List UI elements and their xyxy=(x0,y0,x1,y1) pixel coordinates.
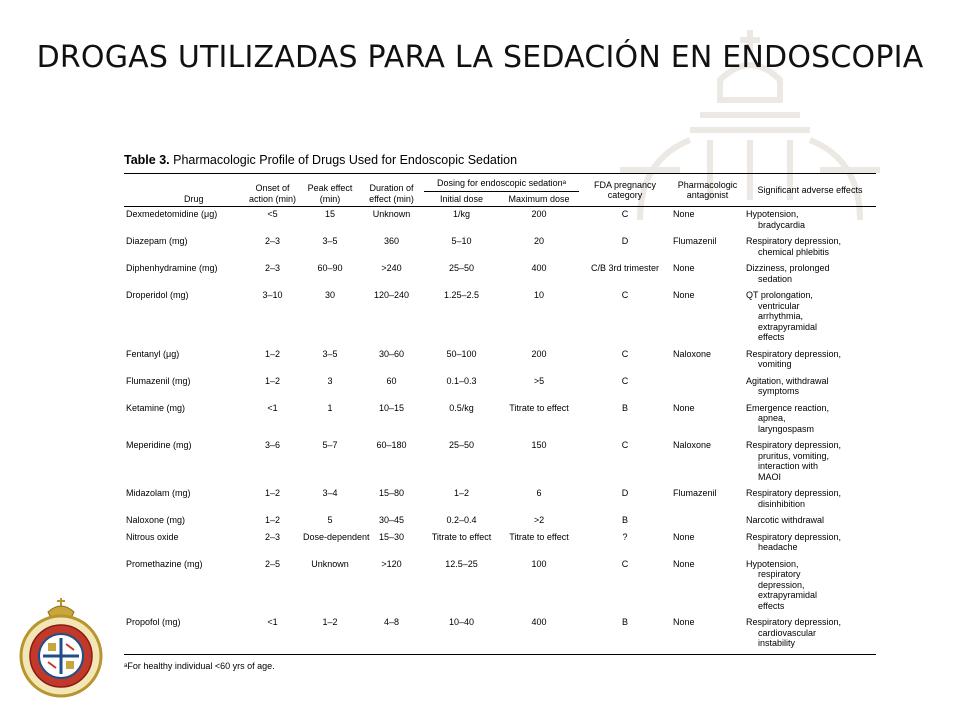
cell-adverse-effects xyxy=(744,615,876,654)
cell-onset: 2–3 xyxy=(264,531,281,542)
cell-drug: Naloxone (mg) xyxy=(126,515,186,525)
cell-peak: 15 xyxy=(324,209,335,219)
cell-drug: Fentanyl (μg) xyxy=(126,348,180,359)
cell-initial-dose: 0.5/kg xyxy=(449,402,474,413)
cell-initial-dose: 12.5–25 xyxy=(445,558,478,569)
cell-fda-category: D xyxy=(621,236,629,246)
adverse-effect-line: Respiratory depression, xyxy=(746,440,842,450)
table-row xyxy=(124,513,876,530)
cell-drug: Promethazine (mg) xyxy=(126,558,203,569)
adverse-effect-line: Respiratory depression, xyxy=(746,531,842,542)
adverse-effect-line: MAOI xyxy=(758,471,782,482)
header-antagonist: Pharmacologic antagonist xyxy=(671,174,744,207)
adverse-effect-line: Agitation, withdrawal xyxy=(746,375,829,386)
cell-onset: 1–2 xyxy=(264,348,281,359)
cell-duration: >120 xyxy=(381,558,402,569)
cell-adverse-effects xyxy=(744,513,876,530)
cell-maximum-dose: >2 xyxy=(533,515,545,525)
cell-initial-dose: 10–40 xyxy=(424,615,499,654)
cell-onset: 2–5 xyxy=(264,558,281,569)
header-adverse: Significant adverse effects xyxy=(744,174,876,207)
cell-duration: 10–15 xyxy=(378,402,405,413)
cell-adverse-effects xyxy=(744,288,876,347)
cell-antagonist: Flumazenil xyxy=(673,488,717,498)
cell-maximum-dose: 6 xyxy=(536,488,542,498)
cell-antagonist: None xyxy=(673,290,695,300)
cell-duration: 60–180 xyxy=(376,440,407,450)
cell-antagonist: None xyxy=(673,402,695,413)
page-title: DROGAS UTILIZADAS PARA LA SEDACIÓN EN ENDOSCOPIA xyxy=(36,40,924,75)
cell-initial-dose: 25–50 xyxy=(448,440,475,450)
cell-drug: Midazolam (mg) xyxy=(126,488,191,498)
header-duration: Duration of effect (min) xyxy=(359,174,424,207)
header-onset: Onset of action (min) xyxy=(244,174,301,207)
adverse-effect-line: QT prolongation, xyxy=(746,290,813,300)
cell-maximum-dose: 200 xyxy=(531,348,547,359)
cell-adverse-effects xyxy=(744,347,876,374)
cell-peak: Unknown xyxy=(311,558,349,569)
cell-fda-category: C xyxy=(621,209,629,219)
table-row xyxy=(124,557,876,616)
cell-antagonist xyxy=(671,374,744,401)
cell-onset: 1–2 xyxy=(264,515,281,525)
cell-adverse-effects xyxy=(744,557,876,616)
adverse-effect-line: chemical phlebitis xyxy=(758,246,830,257)
table-caption xyxy=(124,153,876,167)
cell-drug: Propofol (mg) xyxy=(124,615,244,654)
adverse-effect-line: laryngospasm xyxy=(758,423,815,434)
cell-onset: 1–2 xyxy=(264,375,281,386)
adverse-effect-line: effects xyxy=(758,600,785,611)
cell-antagonist: None xyxy=(673,263,695,273)
cell-maximum-dose: >5 xyxy=(533,375,545,386)
table-row xyxy=(124,486,876,513)
cell-duration: 120–240 xyxy=(373,290,410,300)
cell-peak: 30 xyxy=(324,290,335,300)
cell-duration: 360 xyxy=(383,236,400,246)
adverse-effect-line: extrapyramidal xyxy=(758,321,818,332)
cell-antagonist xyxy=(671,513,744,530)
adverse-effect-line: effects xyxy=(758,332,785,342)
cell-initial-dose: 5–10 xyxy=(451,236,472,246)
cell-adverse-effects xyxy=(744,207,876,235)
adverse-effect-line: extrapyramidal xyxy=(758,590,818,600)
cell-peak: 3–5 xyxy=(322,348,338,359)
table-row xyxy=(124,401,876,439)
table-body xyxy=(124,207,876,655)
university-seal-icon xyxy=(18,596,104,700)
cell-drug: Diphenhydramine (mg) xyxy=(126,263,218,273)
cell-fda-category: C/B 3rd trimester xyxy=(590,263,659,273)
cell-duration: 15–30 xyxy=(378,531,405,542)
table-row xyxy=(124,261,876,288)
cell-peak: 5–7 xyxy=(322,440,338,450)
cell-drug: Diazepam (mg) xyxy=(126,236,188,246)
cell-antagonist: None xyxy=(673,558,695,569)
header-drug: Drug xyxy=(124,174,244,207)
cell-duration: 15–80 xyxy=(378,488,405,498)
adverse-effect-line: Respiratory depression, xyxy=(746,236,842,246)
table-row xyxy=(124,347,876,374)
cell-antagonist: Flumazenil xyxy=(673,236,717,246)
cell-peak: 3–4 xyxy=(322,488,338,498)
cell-onset: 3–10 xyxy=(262,290,283,300)
adverse-effect-line: cardiovascular xyxy=(758,627,817,638)
cell-antagonist: Naloxone xyxy=(673,440,712,450)
cell-maximum-dose: 400 xyxy=(531,263,547,273)
adverse-effect-line: disinhibition xyxy=(758,498,806,509)
cell-maximum-dose: 10 xyxy=(533,290,544,300)
table-caption-label: Table 3. xyxy=(124,153,170,167)
cell-initial-dose: 50–100 xyxy=(446,348,477,359)
cell-drug: Nitrous oxide xyxy=(126,531,179,542)
cell-duration: 4–8 xyxy=(359,615,424,654)
drug-table-container xyxy=(124,153,876,671)
header-maximum-dose: Maximum dose xyxy=(499,191,579,207)
cell-fda-category: B xyxy=(579,615,671,654)
cell-drug: Flumazenil (mg) xyxy=(126,375,191,386)
cell-duration: >240 xyxy=(381,263,402,273)
table-row xyxy=(124,615,876,654)
cell-duration: 60 xyxy=(386,375,397,386)
cell-maximum-dose: 20 xyxy=(533,236,544,246)
adverse-effect-line: Respiratory depression, xyxy=(746,617,842,627)
adverse-effect-line: depression, xyxy=(758,579,805,590)
cell-adverse-effects xyxy=(744,261,876,288)
cell-antagonist: None xyxy=(673,209,695,219)
cell-fda-category: B xyxy=(621,402,628,413)
adverse-effect-line: Hypotension, xyxy=(746,558,799,569)
cell-onset: <1 xyxy=(267,402,278,413)
cell-maximum-dose: Titrate to effect xyxy=(509,531,569,542)
cell-duration: Unknown xyxy=(372,209,411,219)
header-dosing: Dosing for endoscopic sedationᵃ xyxy=(424,174,579,192)
table-caption-text: Pharmacologic Profile of Drugs Used for Endoscopic Sedation xyxy=(173,153,518,167)
cell-initial-dose: 1.25–2.5 xyxy=(443,290,480,300)
cell-onset: 1–2 xyxy=(264,488,281,498)
cell-onset: <5 xyxy=(267,209,278,219)
cell-onset: 2–3 xyxy=(264,263,281,273)
cell-maximum-dose: 150 xyxy=(531,440,547,450)
cell-onset: 3–6 xyxy=(264,440,281,450)
adverse-effect-line: pruritus, vomiting, xyxy=(758,450,830,461)
adverse-effect-line: Emergence reaction, xyxy=(746,402,830,413)
cell-fda-category: B xyxy=(621,515,628,525)
header-initial-dose: Initial dose xyxy=(424,191,499,207)
table-row xyxy=(124,207,876,235)
cell-peak: 60–90 xyxy=(317,263,343,273)
cell-initial-dose: 1–2 xyxy=(453,488,470,498)
cell-maximum-dose: 400 xyxy=(499,615,579,654)
adverse-effect-line: Hypotension, xyxy=(746,209,799,219)
cell-antagonist: None xyxy=(673,531,695,542)
header-peak: Peak effect (min) xyxy=(301,174,359,207)
cell-drug: Dexmedetomidine (μg) xyxy=(126,209,218,219)
adverse-effect-line: Respiratory depression, xyxy=(746,348,842,359)
cell-fda-category: C xyxy=(621,348,629,359)
cell-maximum-dose: Titrate to effect xyxy=(509,402,569,413)
adverse-effect-line: arrhythmia, xyxy=(758,311,804,321)
cell-initial-dose: 1/kg xyxy=(452,209,470,219)
adverse-effect-line: respiratory xyxy=(758,569,801,579)
cell-maximum-dose: 100 xyxy=(531,558,547,569)
cell-drug: Ketamine (mg) xyxy=(126,402,186,413)
cell-peak: 3 xyxy=(327,375,333,386)
pharmacologic-table xyxy=(124,173,876,655)
cell-drug: Meperidine (mg) xyxy=(126,440,192,450)
adverse-effect-line: apnea, xyxy=(758,413,786,423)
cell-fda-category: C xyxy=(621,375,629,386)
cell-fda-category: ? xyxy=(622,531,628,542)
table-footnote: ᵃFor healthy individual <60 yrs of age. xyxy=(124,660,275,671)
cell-adverse-effects xyxy=(744,374,876,401)
cell-adverse-effects xyxy=(744,530,876,557)
adverse-effect-line: vomiting xyxy=(758,359,792,369)
cell-fda-category: C xyxy=(621,558,629,569)
table-row xyxy=(124,530,876,557)
cell-adverse-effects xyxy=(744,234,876,261)
cell-antagonist: Naloxone xyxy=(673,348,712,359)
cell-initial-dose: 0.1–0.3 xyxy=(446,375,477,386)
cell-peak: 1 xyxy=(327,402,333,413)
header-fda: FDA pregnancy category xyxy=(579,174,671,207)
adverse-effect-line: ventricular xyxy=(758,300,800,311)
cell-onset: <1 xyxy=(244,615,301,654)
cell-duration: 30–60 xyxy=(378,348,405,359)
cell-adverse-effects xyxy=(744,401,876,439)
adverse-effect-line: interaction with xyxy=(758,461,819,471)
cell-fda-category: C xyxy=(621,290,629,300)
table-row xyxy=(124,288,876,347)
adverse-effect-line: symptoms xyxy=(758,386,800,396)
cell-fda-category: D xyxy=(621,488,629,498)
adverse-effect-line: Respiratory depression, xyxy=(746,488,842,498)
cell-peak: 5 xyxy=(327,515,333,525)
table-row xyxy=(124,374,876,401)
adverse-effect-line: Dizziness, prolonged xyxy=(746,263,830,273)
cell-adverse-effects xyxy=(744,486,876,513)
cell-peak: 1–2 xyxy=(301,615,359,654)
cell-drug: Droperidol (mg) xyxy=(126,290,189,300)
cell-maximum-dose: 200 xyxy=(531,209,547,219)
adverse-effect-line: headache xyxy=(758,542,798,552)
adverse-effect-line: sedation xyxy=(758,273,793,284)
cell-adverse-effects xyxy=(744,438,876,486)
adverse-effect-line: Narcotic withdrawal xyxy=(746,515,825,525)
cell-onset: 2–3 xyxy=(264,236,281,246)
cell-initial-dose: Titrate to effect xyxy=(431,531,492,542)
cell-initial-dose: 25–50 xyxy=(448,263,475,273)
table-row xyxy=(124,234,876,261)
adverse-effect-line: bradycardia xyxy=(758,219,806,230)
cell-duration: 30–45 xyxy=(378,515,405,525)
cell-antagonist: None xyxy=(671,615,744,654)
cell-peak: 3–5 xyxy=(322,236,338,246)
cell-peak: Dose-dependent xyxy=(303,531,370,542)
table-row xyxy=(124,438,876,486)
adverse-effect-line: instability xyxy=(758,638,796,648)
cell-fda-category: C xyxy=(621,440,629,450)
cell-initial-dose: 0.2–0.4 xyxy=(446,515,477,525)
